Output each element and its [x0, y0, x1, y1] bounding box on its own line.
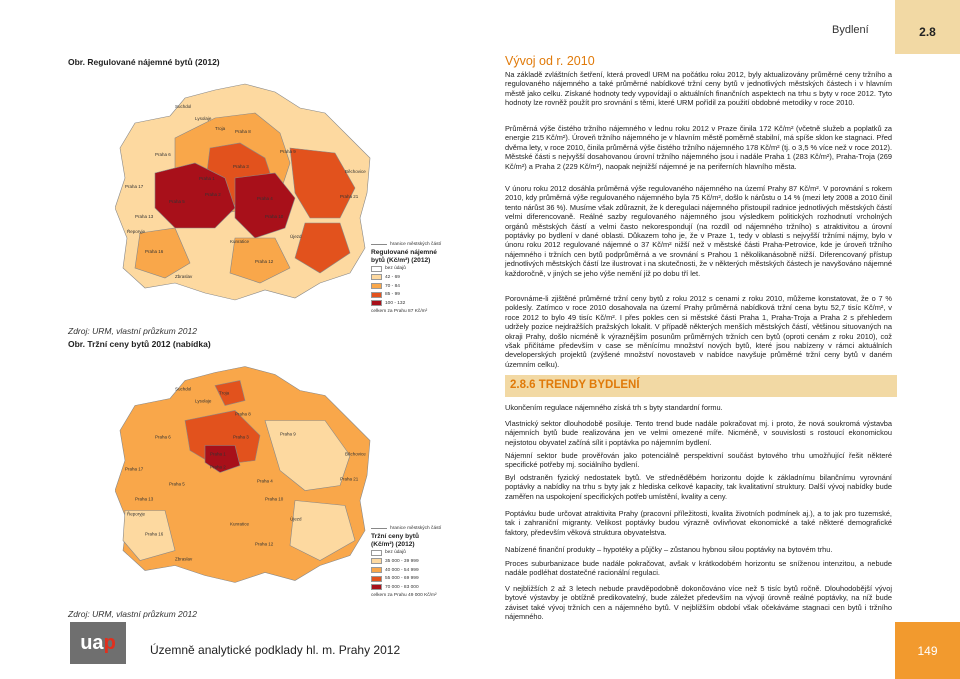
map-label: Praha 5: [169, 199, 185, 204]
legend-title: (Kč/m²) (2012): [371, 540, 415, 548]
map-label: Troja: [219, 390, 230, 396]
page-number: 149: [917, 644, 938, 658]
legend-swatch: [371, 550, 382, 556]
legend-item: 35 000 - 39 999: [385, 558, 419, 564]
trend-2: Vlastnický sektor dlouhodobě posiluje. Tento trend bude nadále pokračovat mj. i proto, že nová soukromá výstavba nájemních bytů bude realizována jen ve velmi omezené míře. Nicméně, v souvislosti s rostoucí ekonomickou nejistotou obyvatel začíná sílit i poptávka po nájemním bydlení.: [505, 419, 892, 447]
map-label: Praha 5: [169, 481, 185, 487]
map2-caption: Obr. Tržní ceny bytů 2012 (nabídka): [68, 339, 211, 349]
map-label: Praha 6: [155, 434, 171, 440]
page-number-box: [895, 622, 960, 679]
legend-total: celkem za Prahu 87 Kč/m²: [371, 309, 428, 315]
legend-swatch: [371, 558, 382, 564]
trend-1: Ukončením regulace nájemného získá trh s byty standardní formu.: [505, 403, 723, 412]
map-label: Újezd: [290, 516, 302, 522]
paragraph-4: Porovnáme-li zjištěné průměrné tržní ceny bytů z roku 2012 s cenami z roku 2010, můžeme konstatovat, že o 7 % poklesly. Zatímco v roce 2010 dosahovala na území Prahy průměrná nabídková tržní cena bytu 52,7 tisíc Kč/m², v roce 2012 to bylo 49 tisíc Kč/m². I přes pokles cen si městské části Praha 1, Praha-Troja a Praha 2 s přehledem udržely pozice nejdražších pražských lokalit. V případě některých menších městských částí, většinou situovaných na okraji Prahy, došlo nicméně k výraznějším posunům průměrných tržních cen bytů (oproti cenám z roku 2010), což však přičítáme především v case se měnícímu množství nových bytů, které jsou nabízeny v rámci aktuálních developerských projektů (zvýšené množství novostaveb v nabídce navyšuje průměrné tržní ceny bytů v daném územním celku).: [505, 294, 892, 369]
paragraph-2: Průměrná výše čistého tržního nájemného v lednu roku 2012 v Praze činila 172 Kč/m² (včetně služeb a poplatků za energie 215 Kč/m²). Úroveň tržního nájemného je v hlavním městě poměrně stabilní, má spíše sklon ke stagnaci. Před dvěma lety, v roce 2010, činila průměrná výše čistého tržního nájemného 178 Kč/m² (tj. o 3,5 % více než v roce 2012). Městské části s nejvyšší dosahovanou úrovní tržního nájemného jsou i nadále Praha 1 (283 Kč/m²), Praha-Troja (269 Kč/m²) a Praha 2 (229 Kč/m²), naopak nejnižší nájemné je na periferních hlavního města.: [505, 124, 892, 171]
map-label: Praha 12: [255, 259, 274, 264]
legend-swatch: [371, 584, 382, 590]
map-label: Praha 8: [235, 411, 251, 417]
map-market-prices: [115, 357, 375, 589]
map-label: Praha 9: [280, 149, 296, 154]
legend-swatch: [371, 274, 382, 280]
map-label: Praha 17: [125, 466, 144, 472]
map-label: Lysolaje: [195, 116, 212, 121]
map-label: Praha 13: [135, 496, 154, 502]
map1-caption: Obr. Regulované nájemné bytů (2012): [68, 57, 220, 67]
map-label: Praha 10: [265, 496, 284, 502]
trend-7: Proces suburbanizace bude nadále pokračovat, avšak v krátkodobém horizontu se sníženou intenzitou, a nebude nadále podléhat dostatečné racionální regulaci.: [505, 559, 892, 578]
trend-heading-bar: [505, 375, 897, 397]
section-label: Bydlení: [832, 24, 869, 36]
map-label: Praha 1: [210, 451, 226, 457]
legend-total: celkem za Prahu 49 000 Kč/m²: [371, 593, 437, 599]
section-number: 2.8: [919, 25, 936, 39]
map-market-prices-svg: [115, 357, 375, 589]
uap-logo: [70, 622, 126, 664]
map-label: Běchovice: [345, 451, 366, 457]
map-label: Praha 13: [135, 214, 154, 219]
legend-item: bez údajů: [385, 550, 406, 556]
legend-item: 40 000 - 54 999: [385, 567, 419, 573]
trend-heading: 2.8.6 TRENDY BYDLENÍ: [510, 379, 640, 391]
legend-title: Tržní ceny bytů: [371, 532, 419, 540]
trend-4: Byl odstraněn fyzický nedostatek bytů. Ve středněděbém horizontu dojde k základnímu bilančnímu vyrovnání poptávky a nabídky na trhu s byty jak z hlediska celkové kapacity, tak kvalitativní struktury. Další vývoj nabídky bude zaměřen na uspokojení specifických potřeb umístění, kvality a ceny.: [505, 473, 892, 501]
trend-5: Poptávku bude určovat atraktivita Prahy (pracovní příležitosti, kvalita životních podmínek aj.), a to jak pro tuzemské, tak i zahraniční migranty. Velikost poptávky budou výrazně ovlivňovat ekonomické a také některé demografické faktory, především věková struktura obyvatelstva.: [505, 509, 892, 537]
map-label: Praha 12: [255, 541, 274, 547]
map-regulated-rent-svg: [115, 78, 375, 303]
map-label: Praha 3: [233, 164, 249, 169]
map-label: Troja: [215, 126, 226, 131]
legend-item: 70 - 84: [385, 283, 400, 289]
map1-source: Zdroj: URM, vlastní průzkum 2012: [68, 326, 197, 336]
legend-item: 100 - 132: [385, 300, 406, 306]
legend-swatch: [371, 300, 382, 306]
map-label: Praha 4: [257, 478, 273, 484]
map-label: Suchdol: [175, 386, 192, 392]
map-label: Praha 2: [205, 192, 221, 197]
map-label: Zbraslav: [175, 556, 193, 562]
map-label: Praha 17: [125, 184, 144, 189]
trend-3: Nájemní sektor bude prověřován jako potenciálně perspektivní součást bytového trhu umožňující řešit některé specifické potřeby mj. sociálního bydlení.: [505, 451, 892, 470]
map-label: Praha 3: [233, 434, 249, 440]
legend-swatch: [371, 576, 382, 582]
legend-swatch: [371, 292, 382, 298]
map2-source: Zdroj: URM, vlastní průzkum 2012: [68, 609, 197, 619]
heading-vyvoj: Vývoj od r. 2010: [505, 54, 595, 68]
footer-title: Územně analytické podklady hl. m. Prahy 2012: [150, 643, 401, 657]
legend-item: 85 - 99: [385, 292, 400, 298]
map-label: Běchovice: [345, 169, 366, 174]
legend-regulated-rent: [371, 240, 441, 316]
boundary-swatch: [371, 528, 387, 529]
paragraph-1: Na základě zvláštních šetření, která provedl URM na počátku roku 2012, byly aktualizovány průměrné ceny tržního a regulovaného nájemného a také průměrné nabídkové tržní ceny bytů v jednotlivých městských částech i v hlavním městě jako celku. Získané hodnoty tedy vypovídají o aktuálních finančních aspektech na trhu s byty v roce 2012. Tyto hodnoty lze rovněž použít pro srovnání s těmi, které URM pořídil za použití obdobné metodiky v roce 2010.: [505, 70, 892, 108]
map-label: Suchdol: [175, 104, 192, 109]
map-label: Praha 6: [155, 152, 171, 157]
legend-swatch: [371, 567, 382, 573]
map-label: Lysolaje: [195, 398, 212, 404]
legend-boundary: hranice městských částí: [390, 525, 442, 531]
map-label: Praha 9: [280, 431, 296, 437]
map-label: Praha 16: [145, 249, 164, 254]
map-label: Praha 21: [340, 194, 359, 199]
map-label: Praha 2: [210, 464, 226, 470]
map-label: Řeporyje: [127, 229, 146, 234]
legend-title: bytů (Kč/m²) (2012): [371, 256, 431, 264]
map-label: Kunratice: [230, 521, 250, 527]
legend-swatch: [371, 283, 382, 289]
section-number-box: [895, 0, 960, 54]
map-label: Praha 10: [265, 214, 284, 219]
map-label: Praha 4: [257, 196, 273, 201]
map-label: Kunratice: [230, 239, 250, 244]
boundary-swatch: [371, 244, 387, 245]
legend-item: 42 - 69: [385, 274, 400, 280]
map-regulated-rent: [115, 78, 375, 303]
map-label: Praha 1: [199, 176, 215, 181]
legend-title: Regulované nájemné: [371, 248, 437, 256]
legend-item: 55 000 - 69 999: [385, 576, 419, 582]
logo-text: ua: [80, 631, 104, 654]
legend-market-prices: [371, 524, 441, 600]
paragraph-3: V únoru roku 2012 dosáhla průměrná výše regulovaného nájemného na území Prahy 87 Kč/m². V porovnání s rokem 2010, kdy průměrná výše regulovaného nájemného byla 75 Kč/m², došlo k nárůstu o 14 % (mezi lety 2008 a 2010 činil tento nárůst 36 %). Musíme však zdůraznit, že k deregulaci nájemného přistoupil radnice jednotlivých městských částí velmi diferencovaně. Reálné sazby regulovaného nájemného jsou výsledkem politických rozhodnutí vrcholných orgánů městských částí a velmi často nekorespondují (na rozdíl od nájemného tržního) s atraktivitou a úrovní poptávky po bydlení v dané oblasti. Důkazem toho je, že v Praze 1, tedy v oblasti s nejvyšší tržními nájmy, bylo v únoru roku 2012 regulované nájemné o 37 Kč/m² nižší než v městské části Praha-Petrovice, kde je úroveň tržního nájemného i tržních cen bytů podprůměrná a ve srovnání s Prahou 1 několikanásobně nižší. Diferencovaný přístup jednotlivých městských částí lze ilustrovat i na skutečnosti, že v některých městských částech je navyšováno nájemné každoročně, v jiných se jeho výše nemění již po dobu tří let.: [505, 184, 892, 278]
trend-6: Nabízené finanční produkty – hypotéky a půjčky – zůstanou hybnou silou poptávky na bytovém trhu.: [505, 545, 833, 554]
map-label: Řeporyje: [127, 511, 146, 517]
legend-item: 70 000 - 83 000: [385, 584, 419, 590]
map-label: Praha 16: [145, 531, 164, 537]
map-label: Praha 21: [340, 476, 359, 482]
legend-swatch: [371, 266, 382, 272]
map-label: Újezd: [290, 234, 302, 239]
map-label: Praha 8: [235, 129, 251, 134]
legend-item: bez údajů: [385, 266, 406, 272]
logo-accent: p: [103, 631, 116, 654]
legend-boundary: hranice městských částí: [390, 241, 442, 247]
trend-8: V nejbližších 2 až 3 letech nebude pravděpodobně dokončováno více než 5 tisíc bytů ročně. Dlouhodobější vývoj bytové výstavby je obtížně predikovatelný, bude záležet především na vývoji úrovně reálné poptávky, na níž bude záviset také vývoj tržních cen a nájemného bytů. V nejbližším období však očekáváme stagnaci cen bytů i tržního nájemného.: [505, 584, 892, 622]
map-label: Zbraslav: [175, 274, 193, 279]
